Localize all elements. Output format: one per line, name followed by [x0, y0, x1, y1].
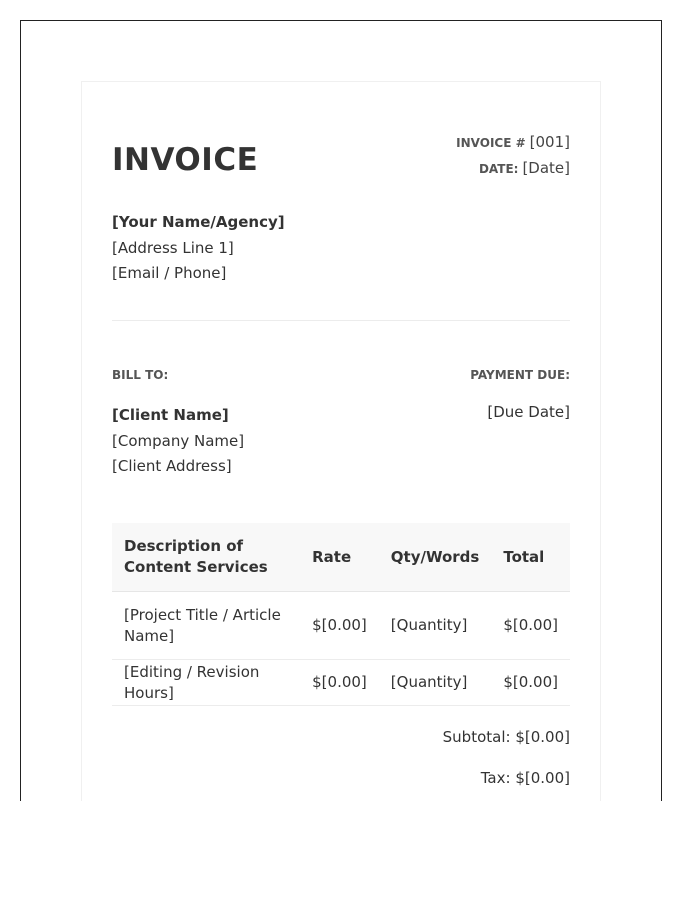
- sender-contact: [Email / Phone]: [112, 264, 227, 282]
- table-row: [112, 592, 570, 660]
- invoice-title: INVOICE: [112, 142, 259, 178]
- sender-name: [Your Name/Agency]: [112, 213, 285, 231]
- cell-description: [Editing / Revision Hours]: [112, 660, 300, 706]
- bill-to-label: BILL TO:: [112, 368, 169, 382]
- cell-description: [Project Title / Article Name]: [112, 592, 300, 660]
- column-header-rate: Rate: [300, 523, 379, 592]
- invoice-date-label: DATE:: [478, 162, 519, 176]
- client-address: [Client Address]: [112, 457, 232, 475]
- column-header-total: Total: [491, 523, 570, 592]
- invoice-date: [479, 159, 570, 177]
- client-company: [Company Name]: [112, 431, 245, 450]
- cell-qty: [Quantity]: [379, 660, 492, 706]
- table-header-row: [112, 523, 570, 592]
- section-divider: [112, 320, 570, 321]
- column-header-description: Description of Content Services: [112, 523, 300, 592]
- tax-line: [481, 769, 570, 787]
- subtotal-label: Subtotal:: [442, 728, 511, 746]
- tax-value: $[0.00]: [515, 769, 570, 787]
- services-table: [112, 523, 570, 706]
- subtotal-line: [443, 728, 570, 746]
- cell-qty: [Quantity]: [379, 592, 492, 660]
- sender-block: [112, 210, 285, 287]
- column-header-qty: Qty/Words: [379, 523, 492, 592]
- invoice-number-value: [001]: [529, 133, 570, 151]
- cell-rate: $[0.00]: [300, 592, 379, 660]
- cell-total: $[0.00]: [491, 660, 570, 706]
- sender-address: [Address Line 1]: [112, 238, 234, 257]
- payment-due-label: PAYMENT DUE:: [470, 368, 570, 382]
- invoice-date-value: [Date]: [522, 159, 570, 177]
- payment-due-value: [Due Date]: [487, 403, 570, 421]
- subtotal-value: $[0.00]: [515, 728, 570, 746]
- client-name: [Client Name]: [112, 406, 229, 424]
- table-row: [112, 660, 570, 706]
- cell-total: $[0.00]: [491, 592, 570, 660]
- cell-rate: $[0.00]: [300, 660, 379, 706]
- invoice-number-label: INVOICE #: [456, 136, 526, 150]
- invoice-number: [456, 133, 570, 151]
- client-block: [112, 403, 244, 480]
- invoice-sheet: [81, 81, 601, 801]
- tax-label: Tax:: [480, 769, 511, 787]
- document-frame: [20, 20, 662, 801]
